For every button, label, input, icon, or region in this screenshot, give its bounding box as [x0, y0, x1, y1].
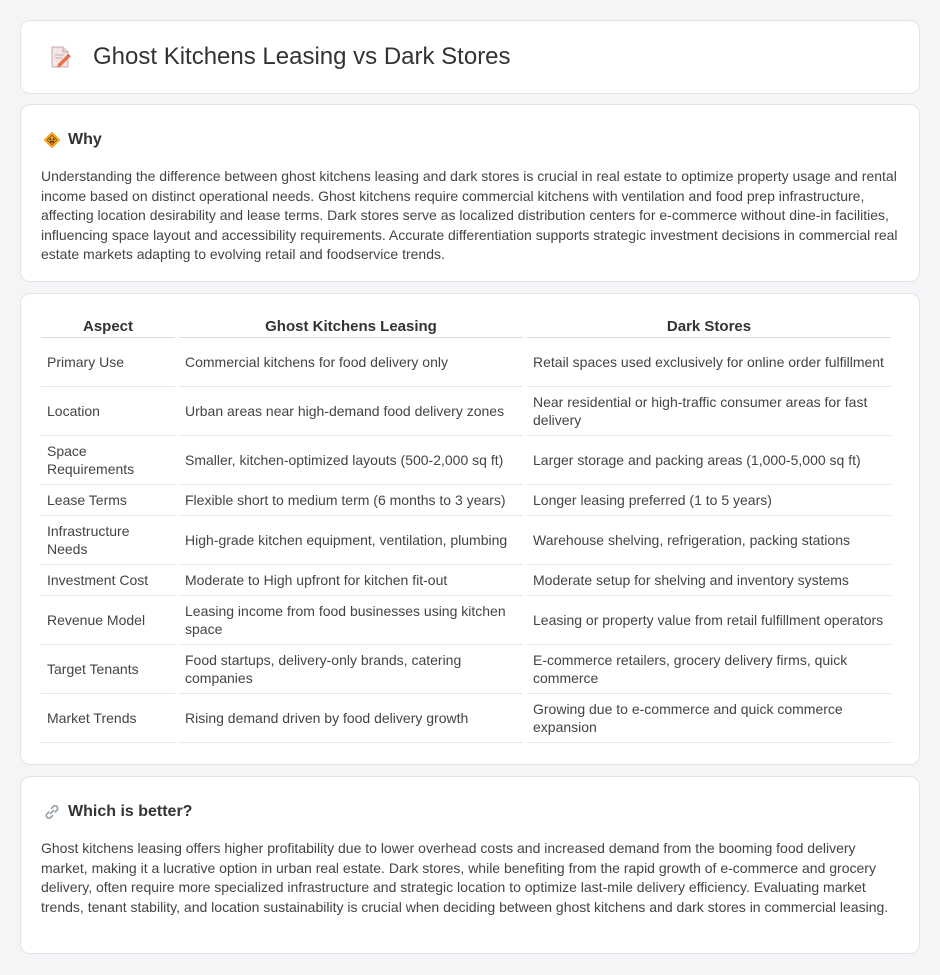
why-text: Understanding the difference between ghost kitchens leasing and dark stores is crucial in real estate to optimize property usage and rental income based on distinct operational needs. Ghost kitchens require commercial kitchens with ventilation and food prep infrastructure, affecting location desirability and lease terms. Dark stores serve as localized distribution centers for e-commerce without dine-in facilities, influencing space layout and accessibility requirements. Accurate differentiation supports strategic investment decisions in commercial real estate markets adapting to evolving retail and foodservice trends. — [41, 168, 898, 263]
cell-aspect: Infrastructure Needs — [41, 516, 175, 565]
header-aspect: Aspect — [41, 314, 175, 338]
cell-dark-stores: Retail spaces used exclusively for online order fulfillment — [527, 338, 891, 387]
table-row — [41, 436, 891, 485]
header-dark-stores: Dark Stores — [527, 314, 891, 338]
cell-ghost-kitchens: Food startups, delivery-only brands, catering companies — [179, 645, 523, 694]
cell-dark-stores: Longer leasing preferred (1 to 5 years) — [527, 485, 891, 516]
cell-dark-stores: Moderate setup for shelving and inventory systems — [527, 565, 891, 596]
table-row — [41, 596, 891, 645]
table-row — [41, 645, 891, 694]
table-row — [41, 485, 891, 516]
better-heading-row — [21, 777, 919, 823]
cell-dark-stores: E-commerce retailers, grocery delivery firms, quick commerce — [527, 645, 891, 694]
cell-dark-stores: Leasing or property value from retail fulfillment operators — [527, 596, 891, 645]
table-row — [41, 338, 891, 387]
cell-ghost-kitchens: High-grade kitchen equipment, ventilation, plumbing — [179, 516, 523, 565]
title-row — [21, 21, 919, 93]
why-heading-row — [21, 105, 919, 151]
better-card — [20, 776, 920, 954]
page-title: Ghost Kitchens Leasing vs Dark Stores — [93, 43, 511, 70]
table-header-row — [41, 314, 891, 338]
cell-aspect: Location — [41, 387, 175, 436]
cell-ghost-kitchens: Commercial kitchens for food delivery only — [179, 338, 523, 387]
why-card — [20, 104, 920, 282]
header-card — [20, 20, 920, 94]
table-row — [41, 387, 891, 436]
cell-ghost-kitchens: Moderate to High upfront for kitchen fit-out — [179, 565, 523, 596]
cell-dark-stores: Growing due to e-commerce and quick commerce expansion — [527, 694, 891, 743]
table-row — [41, 565, 891, 596]
link-icon — [43, 803, 61, 821]
cell-aspect: Target Tenants — [41, 645, 175, 694]
cell-dark-stores: Near residential or high-traffic consumer areas for fast delivery — [527, 387, 891, 436]
comparison-card — [20, 293, 920, 765]
better-text: Ghost kitchens leasing offers higher profitability due to lower overhead costs and increased demand from the booming food delivery market, making it a lucrative option in urban real estate. Dark stores, while benefiting from the rapid growth of e-commerce and grocery delivery, often require more specialized infrastructure and strategic location to optimize last-mile delivery efficiency. Evaluating market trends, tenant stability, and location sustainability is crucial when deciding between ghost kitchens and dark stores in commercial leasing. — [41, 840, 889, 915]
cell-ghost-kitchens: Smaller, kitchen-optimized layouts (500-2,000 sq ft) — [179, 436, 523, 485]
cell-aspect: Primary Use — [41, 338, 175, 387]
cell-dark-stores: Larger storage and packing areas (1,000-5,000 sq ft) — [527, 436, 891, 485]
warning-sign-icon — [43, 131, 61, 149]
comparison-table — [37, 314, 895, 743]
cell-ghost-kitchens: Urban areas near high-demand food delivery zones — [179, 387, 523, 436]
why-heading: Why — [68, 131, 102, 148]
table-row — [41, 516, 891, 565]
cell-dark-stores: Warehouse shelving, refrigeration, packing stations — [527, 516, 891, 565]
document-pencil-icon — [47, 44, 73, 70]
cell-ghost-kitchens: Leasing income from food businesses using kitchen space — [179, 596, 523, 645]
cell-ghost-kitchens: Rising demand driven by food delivery growth — [179, 694, 523, 743]
cell-aspect: Revenue Model — [41, 596, 175, 645]
table-row — [41, 694, 891, 743]
cell-aspect: Space Requirements — [41, 436, 175, 485]
header-ghost-kitchens: Ghost Kitchens Leasing — [179, 314, 523, 338]
cell-ghost-kitchens: Flexible short to medium term (6 months to 3 years) — [179, 485, 523, 516]
better-heading: Which is better? — [68, 803, 193, 820]
cell-aspect: Market Trends — [41, 694, 175, 743]
cell-aspect: Lease Terms — [41, 485, 175, 516]
cell-aspect: Investment Cost — [41, 565, 175, 596]
